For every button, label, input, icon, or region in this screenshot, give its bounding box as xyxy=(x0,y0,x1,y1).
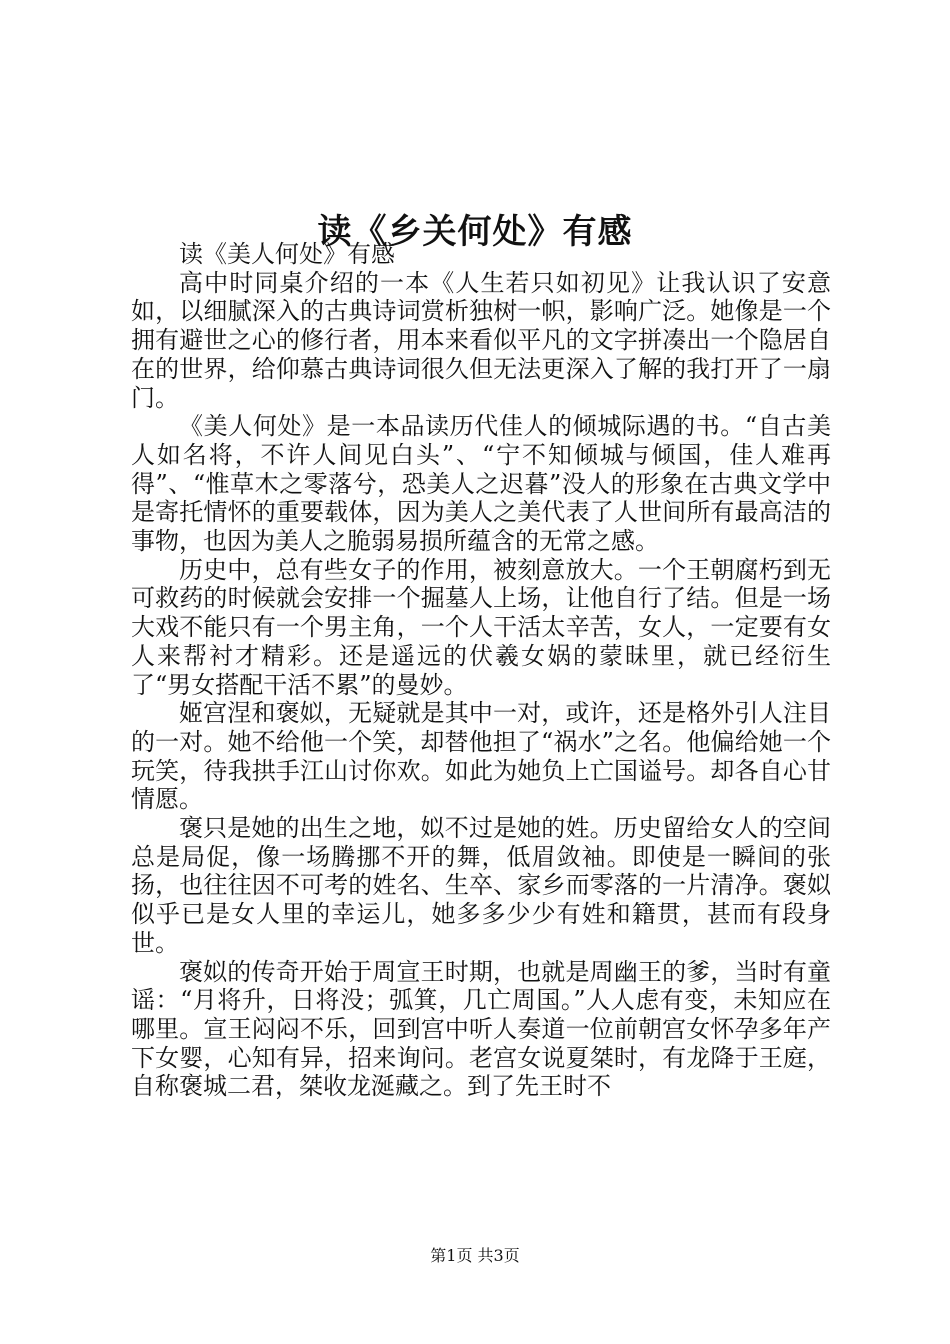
document-title: 读《乡关何处》有感 xyxy=(317,211,633,252)
paragraph: 褒姒的传奇开始于周宣王时期，也就是周幽王的爹，当时有童谣：“月将升，日将没；弧箕，几亡周国。”人人虑有变，未知应在哪里。宣王闷闷不乐，回到宫中听人奏道一位前朝宫女怀孕多年产下女婴，心知有异，招来询问。老宫女说夏桀时，有龙降于王庭，自称褒城二君，桀收龙涎藏之。到了先王时不 xyxy=(131,957,831,1101)
subtitle-line: 读《美人何处》有感 xyxy=(179,240,395,268)
paragraph: 历史中，总有些女子的作用，被刻意放大。一个王朝腐朽到无可救药的时候就会安排一个掘墓人上场，让他自行了结。但是一场大戏不能只有一个男主角，一个人干活太辛苦，女人，一定要有女人来帮衬才精彩。还是遥远的伏羲女娲的蒙昧里，就已经衍生了“男女搭配干活不累”的曼妙。 xyxy=(131,555,831,699)
paragraph: 《美人何处》是一本品读历代佳人的倾城际遇的书。“自古美人如名将，不许人间见白头”、“宁不知倾城与倾国，佳人难再得”、“惟草木之零落兮，恐美人之迟暮”没人的形象在古典文学中是寄托情怀的重要载体，因为美人之美代表了人世间所有最高洁的事物，也因为美人之脆弱易损所蕴含的无常之感。 xyxy=(131,412,831,556)
paragraph: 姬宫涅和褒姒，无疑就是其中一对，或许，还是格外引人注目的一对。她不给他一个笑，却替他担了“祸水”之名。他偏给她一个玩笑，待我拱手江山讨你欢。如此为她负上亡国谥号。却各自心甘情愿。 xyxy=(131,699,831,814)
document-body xyxy=(131,240,831,1101)
paragraph: 褒只是她的出生之地，姒不过是她的姓。历史留给女人的空间总是局促，像一场腾挪不开的舞，低眉敛袖。即使是一瞬间的张扬，也往往因不可考的姓名、生卒、家乡而零落的一片清净。褒姒似乎已是女人里的幸运儿，她多多少少有姓和籍贯，甚而有段身世。 xyxy=(131,814,831,957)
page-footer: 第1页 共3页 xyxy=(430,1246,520,1265)
paragraph: 高中时同桌介绍的一本《人生若只如初见》让我认识了安意如，以细腻深入的古典诗词赏析独树一帜，影响广泛。她像是一个拥有避世之心的修行者，用本来看似平凡的文字拼凑出一个隐居自在的世界，给仰慕古典诗词很久但无法更深入了解的我打开了一扇门。 xyxy=(131,268,831,412)
